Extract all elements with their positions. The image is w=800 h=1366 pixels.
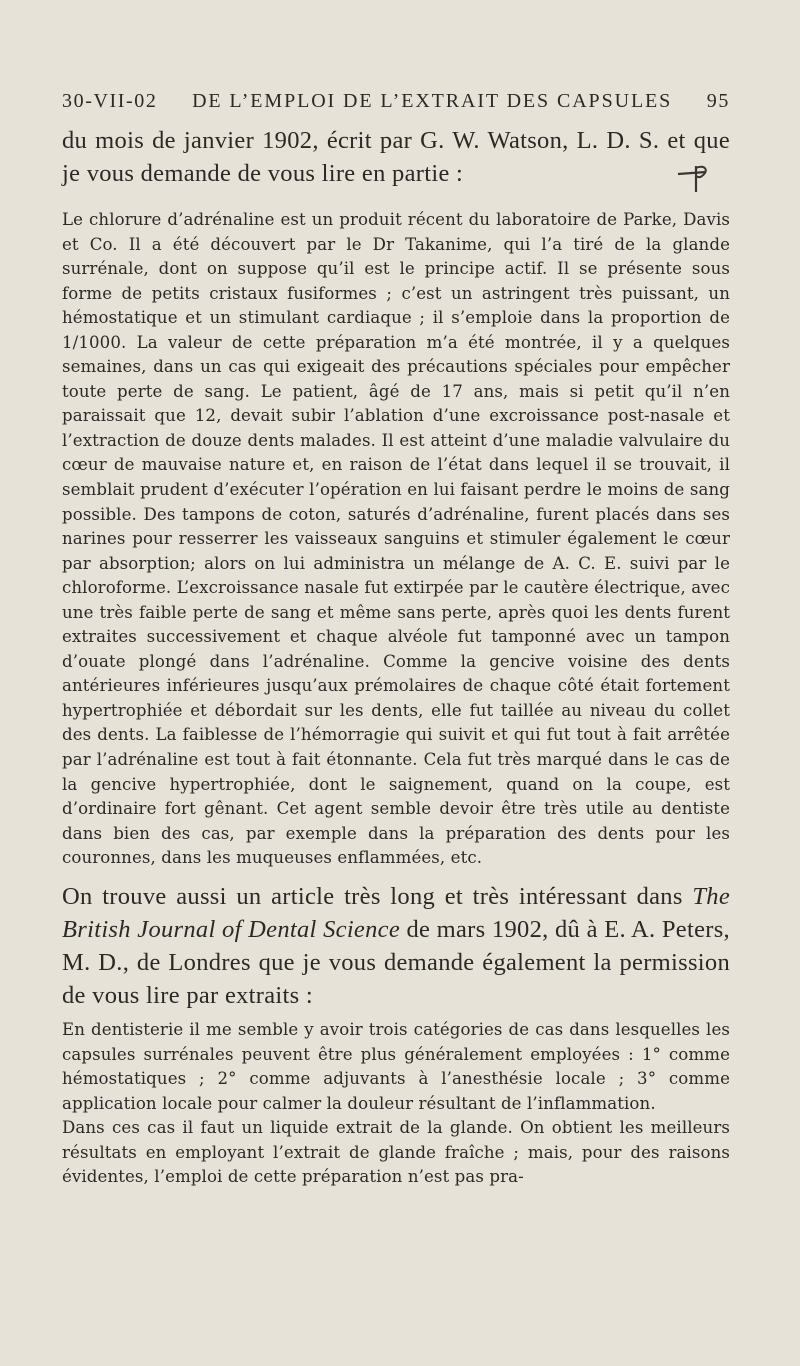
quote-paragraph-1: En dentisterie il me semble y avoir trois catégories de cas dans lesquelles les capsules surrénales peuvent être plus généralement employées : 1° comme hémostatiques ; 2° comme adjuvants à l’anesthésie locale ; 3° comme application locale pour calmer la douleur résultant de l’inflammation. — [62, 1020, 730, 1113]
header-date: 30-VII-02 — [62, 90, 158, 112]
quoted-passage-watson — [62, 208, 730, 871]
quoted-passage-peters — [62, 1018, 730, 1190]
quote-paragraph: Le chlorure d’adrénaline est un produit récent du laboratoire de Parke, Davis et Co. Il a été découvert par le Dr Takanime, qui l’a tiré de la glande surrénale, dont on suppose qu’il est le principe actif. Il se présente sous forme de petits cristaux fusiformes ; c’est un astringent très puissant, un hémostatique et un stimulant cardiaque ; il s’emploie dans la proportion de 1/1000. La valeur de cette préparation m’a été montrée, il y a quelques semaines, dans un cas qui exigeait des précautions spéciales pour empêcher toute perte de sang. Le patient, âgé de 17 ans, mais si petit qu’il n’en paraissait que 12, devait subir l’ablation d’une excroissance post-nasale et l’extraction de douze dents malades. Il est atteint d’une maladie valvulaire du cœur de mauvaise nature et, en raison de l’état dans lequel il se trouvait, il semblait prudent d’exécuter l’opération en lui faisant perdre le moins de sang possible. Des tampons de coton, saturés d’adrénaline, furent placés dans ses narines pour resserrer les vaisseaux sanguins et stimuler également le cœur par absorption; alors on lui administra un mélange de A. C. E. suivi par le chloroforme. L’excroissance nasale fut extirpée par le cautère électrique, avec une très faible perte de sang et même sans perte, après quoi les dents furent extraites successivement et chaque alvéole fut tamponné avec un tampon d’ouate plongé dans l’adrénaline. Comme la gencive voisine des dents antérieures inférieures jusqu’aux prémolaires de chaque côté était fortement hypertrophiée et débordait sur les dents, elle fut taillée au niveau du collet des dents. La faiblesse de l’hémorragie qui suivit et qui fut tout à fait arrêtée par l’adrénaline est tout à fait étonnante. Cela fut très marqué dans le cas de la gencive hypertrophiée, dont le saignement, quand on la coupe, est d’ordinaire fort gênant. Cet agent semble devoir être très utile au dentiste dans bien des cas, par exemple dans la préparation des dents pour les couronnes, dans les muqueuses enflammées, etc. — [62, 210, 730, 868]
intro-paragraph: du mois de janvier 1902, écrit par G. W. Watson, L. D. S. et que je vous demande de vous lire en partie : — [62, 127, 730, 187]
peters-introduction — [62, 880, 730, 1012]
header-title: DE L’EMPLOI DE L’EXTRAIT DES CAPSULES — [192, 90, 673, 112]
handwritten-mark-icon — [676, 160, 718, 194]
intro-text-after: de mars 1902, dû à E. A. Peters, M. D., de Londres que je vous demande également la permission de vous lire par extraits : — [62, 916, 730, 1009]
running-header — [62, 90, 730, 113]
journal-title: The British Journal of Dental Science — [62, 883, 730, 943]
intro-text-before: On trouve aussi un article très long et très intéressant dans — [62, 883, 693, 910]
page-number: 95 — [706, 90, 730, 112]
quote-paragraph-2: Dans ces cas il faut un liquide extrait de la glande. On obtient les meilleurs résultats en employant l’extrait de glande fraîche ; mais, pour des raisons évidentes, l’emploi de cette préparation n’est pas pra- — [62, 1118, 730, 1187]
